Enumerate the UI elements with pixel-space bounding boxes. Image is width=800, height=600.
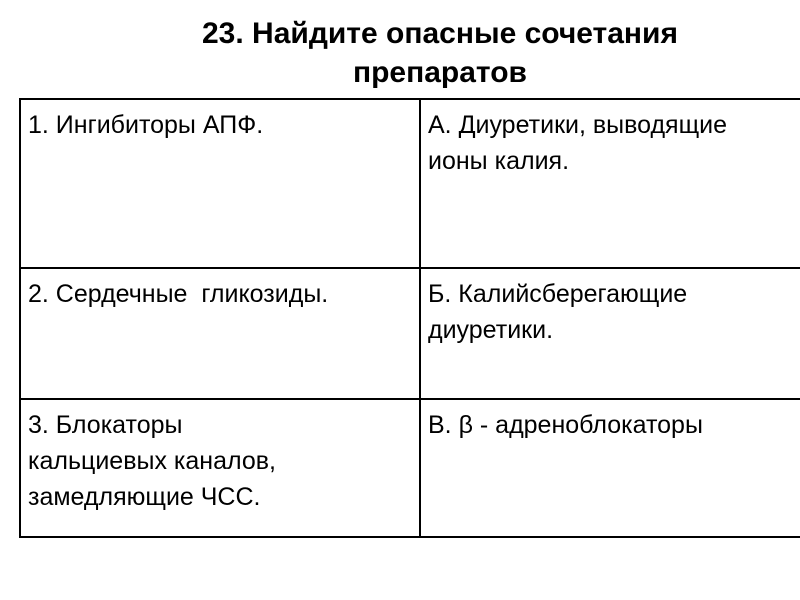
slide-title-line2: препаратов [352,56,527,89]
slide-title-line1: 23. Найдите опасные сочетания [201,17,678,50]
table-row [20,399,800,537]
table-cell-right [420,99,800,268]
slide-title [80,14,800,92]
table-cell-right [420,399,800,537]
drug-combination-table [19,98,800,538]
table-row [20,268,800,399]
table-cell-left [20,268,420,399]
table-cell-left [20,99,420,268]
drug-option-b-line1: Б. Калийсберегающие [428,280,688,308]
table-cell-right [420,268,800,399]
table-row [20,99,800,268]
drug-item-3-line2: кальциевых каналов, [28,447,276,475]
drug-item-1: 1. Ингибиторы АПФ. [28,111,264,139]
drug-item-3-line1: 3. Блокаторы [28,411,183,439]
drug-option-c: В. β - адреноблокаторы [428,411,703,439]
table-cell-left [20,399,420,537]
drug-option-b-line2: диуретики. [428,316,554,344]
drug-item-3-line3: замедляющие ЧСС. [28,483,261,511]
drug-option-a-line1: А. Диуретики, выводящие [428,111,728,139]
drug-item-2: 2. Сердечные гликозиды. [28,280,329,308]
drug-option-a-line2: ионы калия. [428,147,570,175]
